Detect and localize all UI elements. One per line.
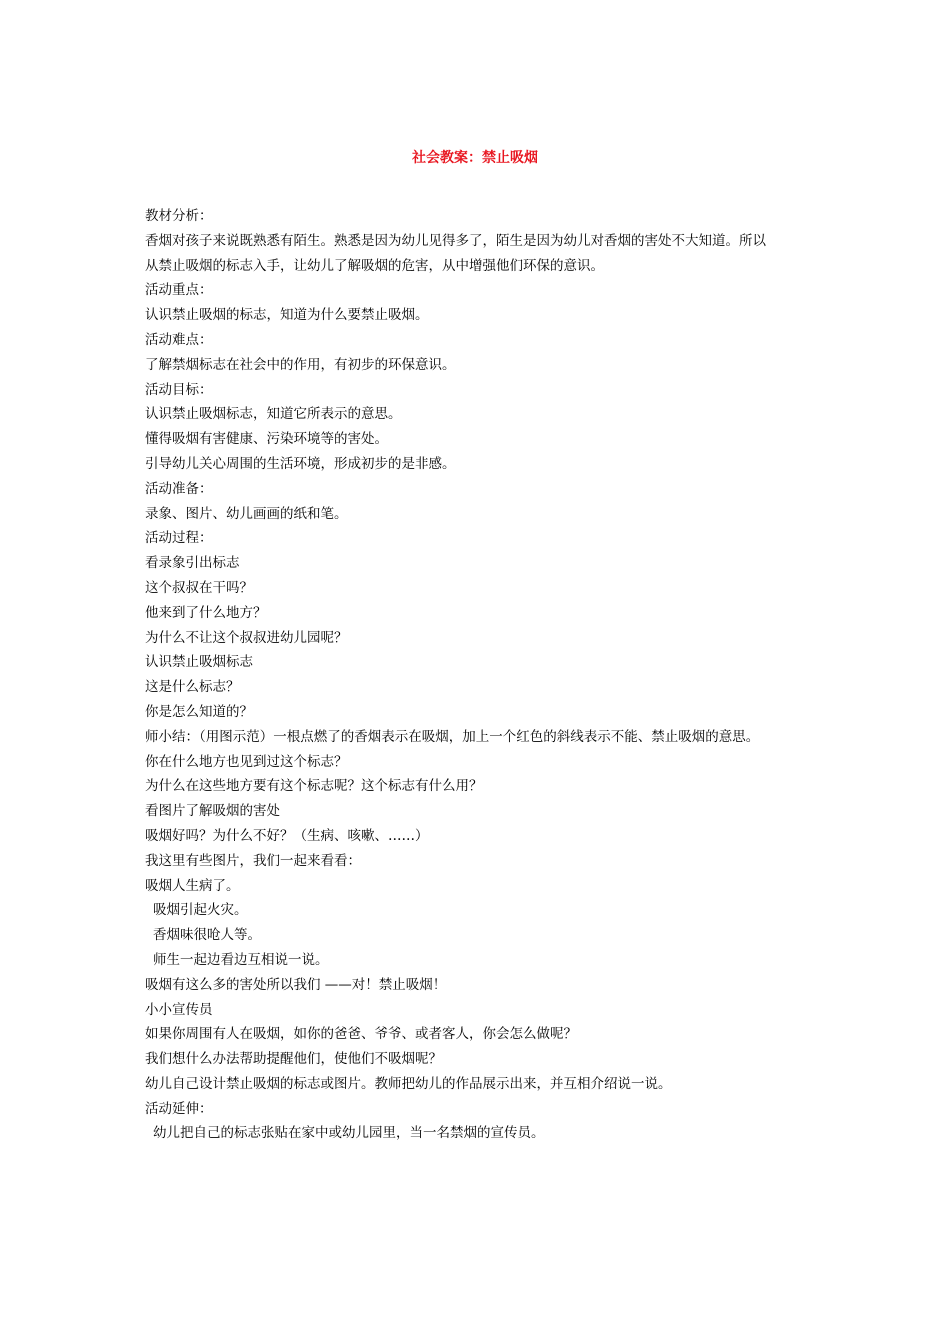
text-line: 这个叔叔在干吗？ <box>145 579 253 596</box>
text-line: 从禁止吸烟的标志入手，让幼儿了解吸烟的危害，从中增强他们环保的意识。 <box>145 257 604 274</box>
text-line: 他来到了什么地方？ <box>145 604 267 621</box>
text-line: 为什么不让这个叔叔进幼儿园呢？ <box>145 629 348 646</box>
text-line: 活动过程： <box>145 530 213 547</box>
text-line: 看录象引出标志 <box>145 555 240 572</box>
text-line: 香烟味很呛人等。 <box>153 927 261 944</box>
text-line: 这是什么标志？ <box>145 679 240 696</box>
document-body <box>145 204 825 1146</box>
text-line: 引导幼儿关心周围的生活环境，形成初步的是非感。 <box>145 455 456 472</box>
text-line: 活动准备： <box>145 480 213 497</box>
text-line: 香烟对孩子来说既熟悉有陌生。熟悉是因为幼儿见得多了，陌生是因为幼儿对香烟的害处不大知道。所以 <box>145 232 766 249</box>
text-line: 师生一起边看边互相说一说。 <box>153 951 329 968</box>
text-line: 认识禁止吸烟标志，知道它所表示的意思。 <box>145 406 402 423</box>
text-line: 幼儿自己设计禁止吸烟的标志或图片。教师把幼儿的作品展示出来，并互相介绍说一说。 <box>145 1075 672 1092</box>
text-line: 小小宣传员 <box>145 1001 213 1018</box>
text-line: 看图片了解吸烟的害处 <box>145 803 280 820</box>
text-line: 你在什么地方也见到过这个标志？ <box>145 753 348 770</box>
text-line: 认识禁止吸烟的标志，知道为什么要禁止吸烟。 <box>145 307 429 324</box>
text-line: 如果你周围有人在吸烟，如你的爸爸、爷爷、或者客人，你会怎么做呢？ <box>145 1026 577 1043</box>
text-line: 我们想什么办法帮助提醒他们，使他们不吸烟呢？ <box>145 1051 442 1068</box>
text-line: 活动延伸： <box>145 1100 213 1117</box>
text-line: 录象、图片、幼儿画画的纸和笔。 <box>145 505 348 522</box>
text-line: 教材分析： <box>145 208 213 224</box>
text-line: 吸烟好吗？为什么不好？（生病、咳嗽、……） <box>145 827 429 844</box>
text-line: 吸烟有这么多的害处所以我们 ——对！禁止吸烟！ <box>145 976 447 993</box>
text-line: 活动重点： <box>145 282 213 299</box>
text-line: 活动目标： <box>145 381 213 398</box>
text-line: 吸烟人生病了。 <box>145 877 240 894</box>
text-line: 认识禁止吸烟标志 <box>145 654 253 671</box>
text-line: 师小结：（用图示范）一根点燃了的香烟表示在吸烟，加上一个红色的斜线表示不能、禁止吸烟的意思。 <box>145 728 760 745</box>
text-line: 你是怎么知道的？ <box>145 703 253 720</box>
text-line: 为什么在这些地方要有这个标志呢？这个标志有什么用？ <box>145 778 483 795</box>
text-line: 了解禁烟标志在社会中的作用，有初步的环保意识。 <box>145 356 456 373</box>
text-line: 幼儿把自己的标志张贴在家中或幼儿园里，当一名禁烟的宣传员。 <box>153 1125 545 1142</box>
document-title: 社会教案：禁止吸烟 <box>412 150 538 166</box>
text-line: 吸烟引起火灾。 <box>153 902 248 919</box>
text-line: 活动难点： <box>145 331 213 348</box>
text-line: 懂得吸烟有害健康、污染环境等的害处。 <box>145 431 388 448</box>
text-line: 我这里有些图片，我们一起来看看： <box>145 852 361 869</box>
